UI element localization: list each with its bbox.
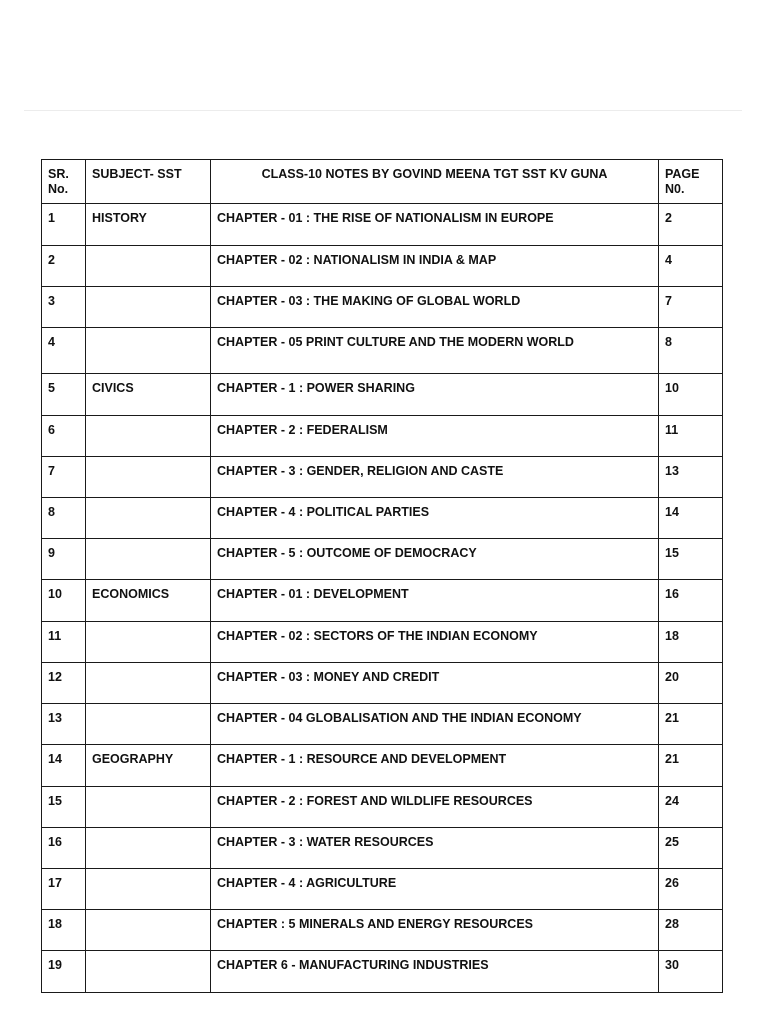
- row-chapter: CHAPTER - 3 : WATER RESOURCES: [211, 828, 659, 869]
- header-title: CLASS-10 NOTES BY GOVIND MEENA TGT SST KV GUNA: [211, 160, 659, 204]
- table-row: [42, 374, 723, 416]
- row-sr: 12: [42, 663, 86, 704]
- row-subject: ECONOMICS: [86, 580, 211, 622]
- row-subject: [86, 828, 211, 869]
- row-page-number: 24: [659, 787, 723, 828]
- row-subject: [86, 287, 211, 328]
- row-chapter: CHAPTER - 1 : RESOURCE AND DEVELOPMENT: [211, 745, 659, 787]
- row-chapter: CHAPTER - 01 : THE RISE OF NATIONALISM IN EUROPE: [211, 204, 659, 246]
- row-chapter: CHAPTER - 4 : AGRICULTURE: [211, 869, 659, 910]
- row-chapter: CHAPTER - 01 : DEVELOPMENT: [211, 580, 659, 622]
- header-subject: SUBJECT- SST: [86, 160, 211, 204]
- row-chapter: CHAPTER - 02 : SECTORS OF THE INDIAN ECONOMY: [211, 622, 659, 663]
- table-row: [42, 910, 723, 951]
- row-sr: 18: [42, 910, 86, 951]
- row-page-number: 14: [659, 498, 723, 539]
- row-subject: [86, 663, 211, 704]
- row-subject: [86, 787, 211, 828]
- row-page-number: 26: [659, 869, 723, 910]
- row-chapter: CHAPTER - 05 PRINT CULTURE AND THE MODERN WORLD: [211, 328, 659, 374]
- row-subject: [86, 869, 211, 910]
- table-row: [42, 539, 723, 580]
- row-page-number: 10: [659, 374, 723, 416]
- row-chapter: CHAPTER - 03 : THE MAKING OF GLOBAL WORLD: [211, 287, 659, 328]
- table-row: [42, 580, 723, 622]
- row-subject: GEOGRAPHY: [86, 745, 211, 787]
- row-subject: [86, 622, 211, 663]
- row-sr: 7: [42, 457, 86, 498]
- row-subject: [86, 910, 211, 951]
- table-row: [42, 787, 723, 828]
- row-chapter: CHAPTER - 02 : NATIONALISM IN INDIA & MAP: [211, 246, 659, 287]
- row-subject: HISTORY: [86, 204, 211, 246]
- row-sr: 10: [42, 580, 86, 622]
- header-page: PAGE N0.: [659, 160, 723, 204]
- row-chapter: CHAPTER 6 - MANUFACTURING INDUSTRIES: [211, 951, 659, 993]
- table-row: [42, 663, 723, 704]
- row-chapter: CHAPTER : 5 MINERALS AND ENERGY RESOURCES: [211, 910, 659, 951]
- row-subject: [86, 951, 211, 993]
- row-sr: 9: [42, 539, 86, 580]
- table-row: [42, 246, 723, 287]
- row-page-number: 15: [659, 539, 723, 580]
- table-row: [42, 869, 723, 910]
- table-row: [42, 704, 723, 745]
- row-page-number: 18: [659, 622, 723, 663]
- row-sr: 11: [42, 622, 86, 663]
- row-page-number: 4: [659, 246, 723, 287]
- row-subject: [86, 704, 211, 745]
- contents-table: [41, 159, 723, 993]
- row-chapter: CHAPTER - 03 : MONEY AND CREDIT: [211, 663, 659, 704]
- row-page-number: 25: [659, 828, 723, 869]
- row-sr: 16: [42, 828, 86, 869]
- row-subject: [86, 416, 211, 457]
- row-sr: 13: [42, 704, 86, 745]
- table-row: [42, 457, 723, 498]
- row-sr: 14: [42, 745, 86, 787]
- row-page-number: 20: [659, 663, 723, 704]
- row-page-number: 7: [659, 287, 723, 328]
- row-sr: 6: [42, 416, 86, 457]
- row-page-number: 13: [659, 457, 723, 498]
- row-page-number: 11: [659, 416, 723, 457]
- table-row: [42, 622, 723, 663]
- row-sr: 15: [42, 787, 86, 828]
- row-page-number: 28: [659, 910, 723, 951]
- row-chapter: CHAPTER - 04 GLOBALISATION AND THE INDIAN ECONOMY: [211, 704, 659, 745]
- table-row: [42, 416, 723, 457]
- table-row: [42, 498, 723, 539]
- row-sr: 17: [42, 869, 86, 910]
- page-divider: [24, 110, 742, 111]
- row-sr: 19: [42, 951, 86, 993]
- row-subject: CIVICS: [86, 374, 211, 416]
- row-page-number: 16: [659, 580, 723, 622]
- table-row: [42, 828, 723, 869]
- row-page-number: 2: [659, 204, 723, 246]
- row-sr: 5: [42, 374, 86, 416]
- row-chapter: CHAPTER - 2 : FOREST AND WILDLIFE RESOURCES: [211, 787, 659, 828]
- row-chapter: CHAPTER - 5 : OUTCOME OF DEMOCRACY: [211, 539, 659, 580]
- table-row: [42, 951, 723, 993]
- row-subject: [86, 539, 211, 580]
- row-chapter: CHAPTER - 4 : POLITICAL PARTIES: [211, 498, 659, 539]
- table-row: [42, 287, 723, 328]
- row-chapter: CHAPTER - 1 : POWER SHARING: [211, 374, 659, 416]
- row-subject: [86, 328, 211, 374]
- row-sr: 4: [42, 328, 86, 374]
- row-chapter: CHAPTER - 3 : GENDER, RELIGION AND CASTE: [211, 457, 659, 498]
- table-row: [42, 745, 723, 787]
- row-sr: 1: [42, 204, 86, 246]
- row-chapter: CHAPTER - 2 : FEDERALISM: [211, 416, 659, 457]
- row-sr: 3: [42, 287, 86, 328]
- table-row: [42, 328, 723, 374]
- row-page-number: 21: [659, 745, 723, 787]
- row-subject: [86, 457, 211, 498]
- row-subject: [86, 246, 211, 287]
- header-sr: SR. No.: [42, 160, 86, 204]
- row-page-number: 8: [659, 328, 723, 374]
- row-subject: [86, 498, 211, 539]
- row-page-number: 21: [659, 704, 723, 745]
- row-sr: 2: [42, 246, 86, 287]
- row-sr: 8: [42, 498, 86, 539]
- table-header-row: [42, 160, 723, 204]
- row-page-number: 30: [659, 951, 723, 993]
- table-row: [42, 204, 723, 246]
